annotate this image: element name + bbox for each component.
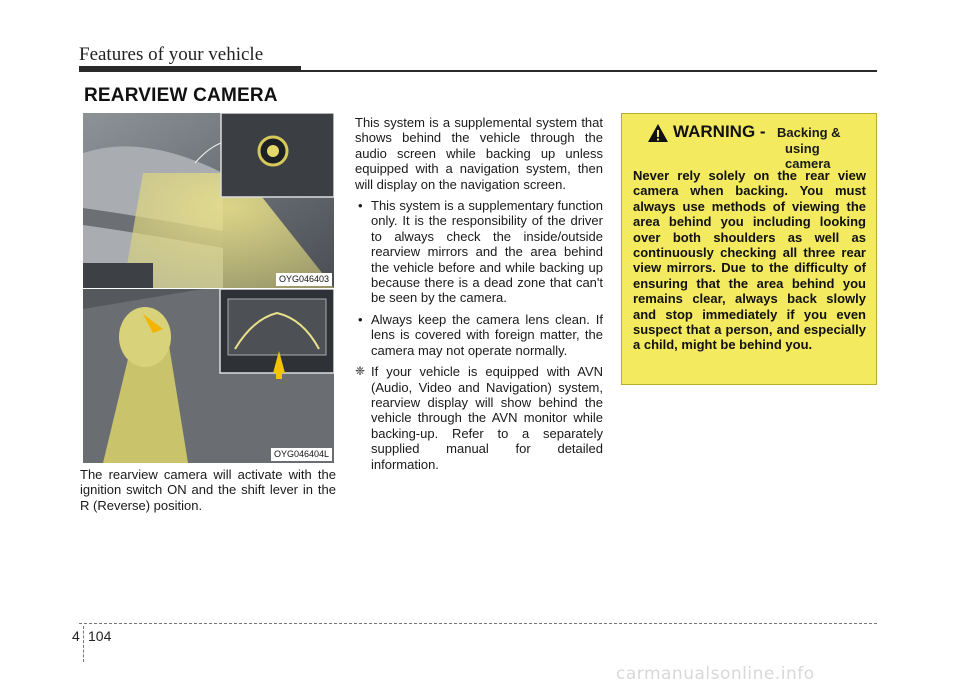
chapter-number: 4: [72, 628, 80, 644]
note-item: [355, 364, 603, 472]
watermark: carmanualsonline.info: [616, 664, 815, 684]
bullet-text: This system is a supplementary function only. It is the responsibility of the driver to always check the inside/outside rearview mirrors and the area behind the vehicle before and while backing up because there is a dead zone that can't be seen by the camera.: [371, 198, 603, 306]
bullet-item: [355, 312, 603, 358]
page-number: 104: [88, 628, 112, 644]
warning-triangle-icon: [647, 123, 669, 148]
image-caption: The rearview camera will activate with the ignition switch ON and the shift lever in the R (Reverse) position.: [80, 467, 336, 513]
bullet-text: Always keep the camera lens clean. If lens is covered with foreign matter, the camera may not operate normally.: [371, 311, 603, 358]
footer-divider: [83, 626, 84, 662]
warning-header: [633, 122, 866, 171]
bullet-mark: •: [358, 311, 363, 327]
warning-word: WARNING -: [673, 122, 766, 141]
warning-subtitle-line1: Backing &: [777, 125, 841, 140]
shift-lever-display-image: [83, 289, 334, 463]
header-rule-thin: [79, 70, 877, 72]
page-header-title: Features of your vehicle: [79, 44, 264, 65]
rear-camera-location-image: [83, 113, 334, 288]
section-title: REARVIEW CAMERA: [84, 85, 278, 106]
bullet-mark: •: [358, 198, 363, 214]
note-text: If your vehicle is equipped with AVN (Audio, Video and Navigation) system, rearview display will show behind the vehicle through the AVN monitor while backing-up. Refer to a separately supplied manual for detailed information.: [371, 364, 603, 472]
intro-paragraph: This system is a supplemental system that shows behind the vehicle through the audio screen while backing up unless equipped with a navigation system, then will display on the navigation screen.: [355, 115, 603, 192]
bullet-item: [355, 198, 603, 306]
warning-subtitle-line2: using camera: [785, 141, 831, 171]
warning-text: Never rely solely on the rear view camera when backing. You must always use methods of viewing the area behind you including looking over both shoulders as well as continuously checking all three rear view mirrors. Due to the difficulty of ensuring that the area behind you remains clear, always back slowly and stop immediately if you even suspect that a person, and especially a child, might be behind you.: [633, 168, 866, 353]
image-label: OYG046403: [276, 273, 332, 286]
body-column: [355, 115, 603, 478]
footer-rule: [79, 623, 877, 624]
warning-box: [621, 113, 877, 385]
image-label: OYG046404L: [271, 448, 332, 461]
note-mark: ❈: [355, 364, 366, 379]
